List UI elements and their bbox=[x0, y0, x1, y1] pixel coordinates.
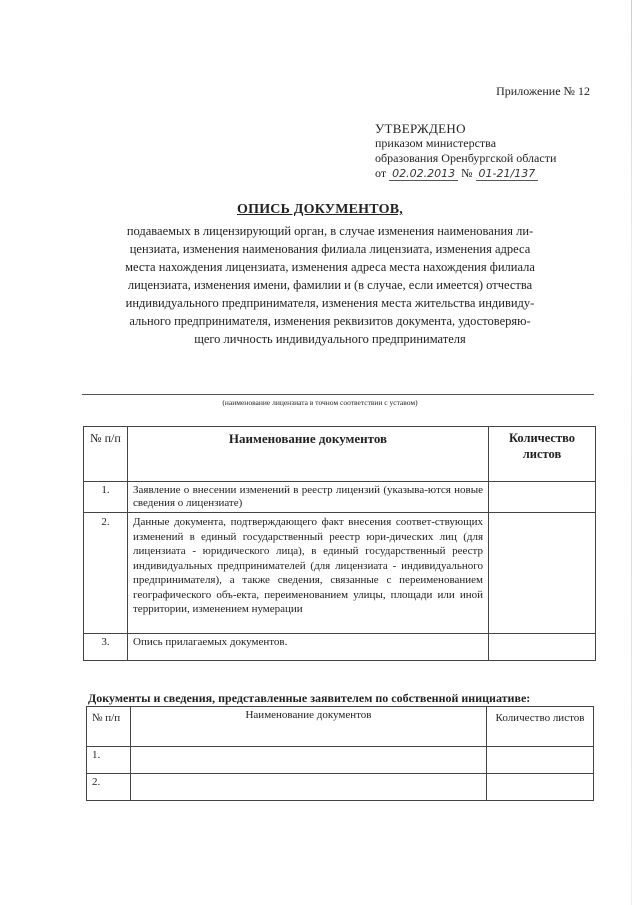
row-count[interactable] bbox=[489, 482, 596, 513]
row-num: 1. bbox=[87, 747, 131, 774]
col-num-header: № п/п bbox=[84, 427, 128, 482]
own-initiative-table bbox=[86, 706, 594, 801]
subtitle-line: ального предпринимателя, изменения реквизитов документа, удостоверяю- bbox=[129, 314, 531, 328]
col-count-header: Количество листов bbox=[487, 707, 594, 747]
number-prefix: № bbox=[461, 166, 473, 180]
row-count[interactable] bbox=[487, 774, 594, 801]
subtitle-line: цензиата, изменения наименования филиала лицензиата, изменения адреса bbox=[129, 242, 531, 256]
table-row bbox=[87, 747, 594, 774]
section2-title: Документы и сведения, представленные заявителем по собственной инициативе: bbox=[88, 691, 531, 705]
row-num: 3. bbox=[84, 634, 128, 661]
row-text: Опись прилагаемых документов. bbox=[128, 634, 489, 661]
row-count[interactable] bbox=[489, 634, 596, 661]
row-count[interactable] bbox=[489, 513, 596, 634]
subtitle-line: лицензиата, изменения имени, фамилии и (в случае, если имеется) отчества bbox=[127, 278, 533, 292]
document-subtitle bbox=[80, 222, 580, 348]
licensee-caption: (наименование лицензиата в точном соответствии с уставом) bbox=[222, 398, 418, 407]
licensee-name-field[interactable] bbox=[82, 394, 594, 395]
document-title: ОПИСЬ ДОКУМЕНТОВ, bbox=[237, 202, 403, 217]
approved-line-2: образования Оренбургской области bbox=[375, 151, 557, 165]
row-num: 1. bbox=[84, 482, 128, 513]
subtitle-line: индивидуального предпринимателя, изменения места жительства индивиду- bbox=[125, 296, 535, 310]
scan-edge bbox=[631, 0, 632, 905]
table-row bbox=[84, 513, 596, 634]
col-name-header: Наименование документов bbox=[128, 427, 489, 482]
row-text[interactable] bbox=[131, 747, 487, 774]
table-row bbox=[84, 634, 596, 661]
order-date-line bbox=[375, 166, 556, 181]
row-num: 2. bbox=[84, 513, 128, 634]
table-row bbox=[84, 482, 596, 513]
documents-table bbox=[83, 426, 596, 661]
order-date: 02.02.2013 bbox=[389, 167, 458, 181]
appendix-label: Приложение № 12 bbox=[496, 84, 590, 98]
row-text: Данные документа, подтверждающего факт внесения соответ-ствующих изменений в единый государственный реестр юри-дических лиц (для лицензиата - юридического лица), в единый государственный реестр индивидуальных предпринимателей (для лицензиата - индивидуального предпринимателя), а также сведения, связанные с переименованием географического объ-екта, переименованием улицы, площади или иной территории, изменением нумерации bbox=[128, 513, 489, 634]
col-num-header: № п/п bbox=[87, 707, 131, 747]
approved-title: УТВЕРЖДЕНО bbox=[375, 121, 466, 136]
subtitle-line: места нахождения лицензиата, изменения адреса места нахождения филиала bbox=[125, 260, 535, 274]
table-header-row bbox=[87, 707, 594, 747]
row-count[interactable] bbox=[487, 747, 594, 774]
row-text[interactable] bbox=[131, 774, 487, 801]
subtitle-line: щего личность индивидуального предпринимателя bbox=[194, 332, 466, 346]
row-num: 2. bbox=[87, 774, 131, 801]
order-number: 01-21/137 bbox=[476, 167, 539, 181]
table-row bbox=[87, 774, 594, 801]
table-header-row bbox=[84, 427, 596, 482]
row-text: Заявление о внесении изменений в реестр лицензий (указыва-ются новые сведения о лицензиате) bbox=[128, 482, 489, 513]
approval-block bbox=[375, 121, 556, 181]
col-name-header: Наименование документов bbox=[131, 707, 487, 747]
col-count-header: Количество листов bbox=[489, 427, 596, 482]
approved-line-1: приказом министерства bbox=[375, 136, 497, 150]
date-prefix: от bbox=[375, 166, 387, 180]
subtitle-line: подаваемых в лицензирующий орган, в случае изменения наименования ли- bbox=[126, 224, 534, 238]
